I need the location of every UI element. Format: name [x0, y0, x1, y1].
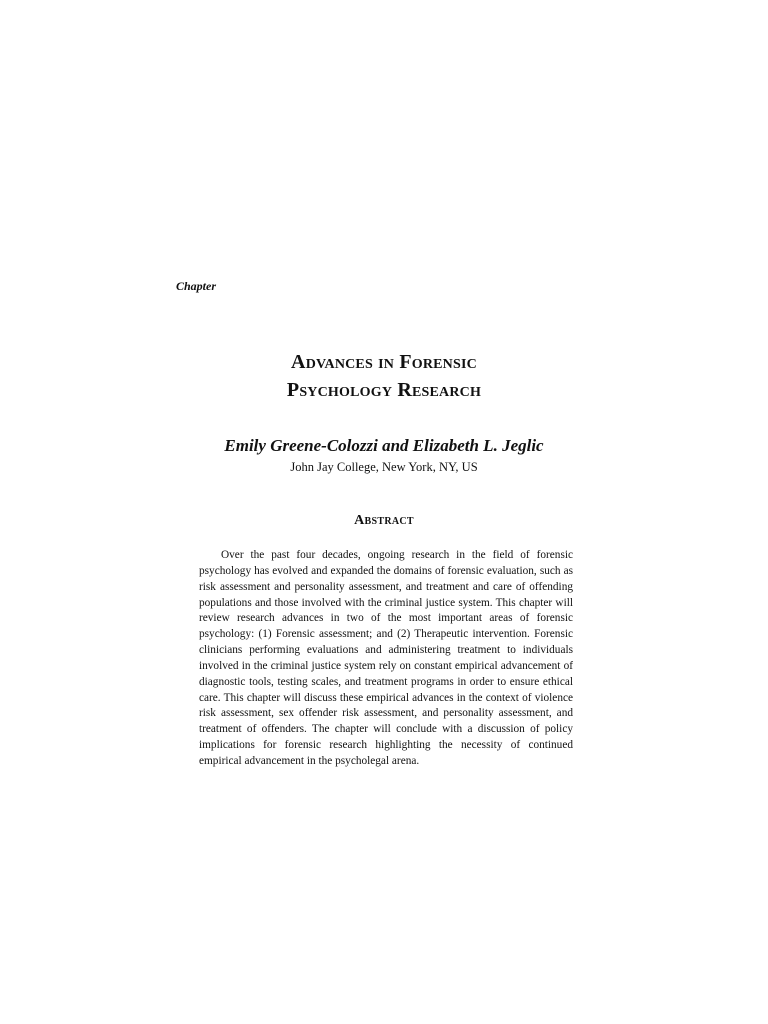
chapter-title-line-1: Advances in Forensic: [291, 351, 477, 373]
abstract-body: Over the past four decades, ongoing research in the field of forensic psychology has evolved and expanded the domains of forensic evaluation, such as risk assessment and personality assessment, and treatment and care of offending populations and those involved with the criminal justice system. This chapter will review research advances in two of the most important areas of forensic psychology: (1) Forensic assessment; and (2) Therapeutic intervention. Forensic clinicians performing evaluations and administering treatment to individuals involved in the criminal justice system rely on constant empirical advancement of diagnostic tools, testing scales, and treatment programs in order to ensure ethical care. This chapter will discuss these empirical advances in the context of violence risk assessment, sex offender risk assessment, and personality assessment, and treatment of offenders. The chapter will conclude with a discussion of policy implications for forensic research highlighting the necessity of continued empirical advancement in the psycholegal arena.: [199, 549, 573, 767]
chapter-title: [0, 348, 768, 404]
chapter-label: Chapter: [176, 279, 217, 293]
affiliation: John Jay College, New York, NY, US: [290, 460, 478, 474]
chapter-title-line-2: Psychology Research: [286, 379, 482, 401]
abstract-heading: Abstract: [354, 513, 414, 528]
authors: Emily Greene-Colozzi and Elizabeth L. Jeglic: [224, 436, 544, 455]
